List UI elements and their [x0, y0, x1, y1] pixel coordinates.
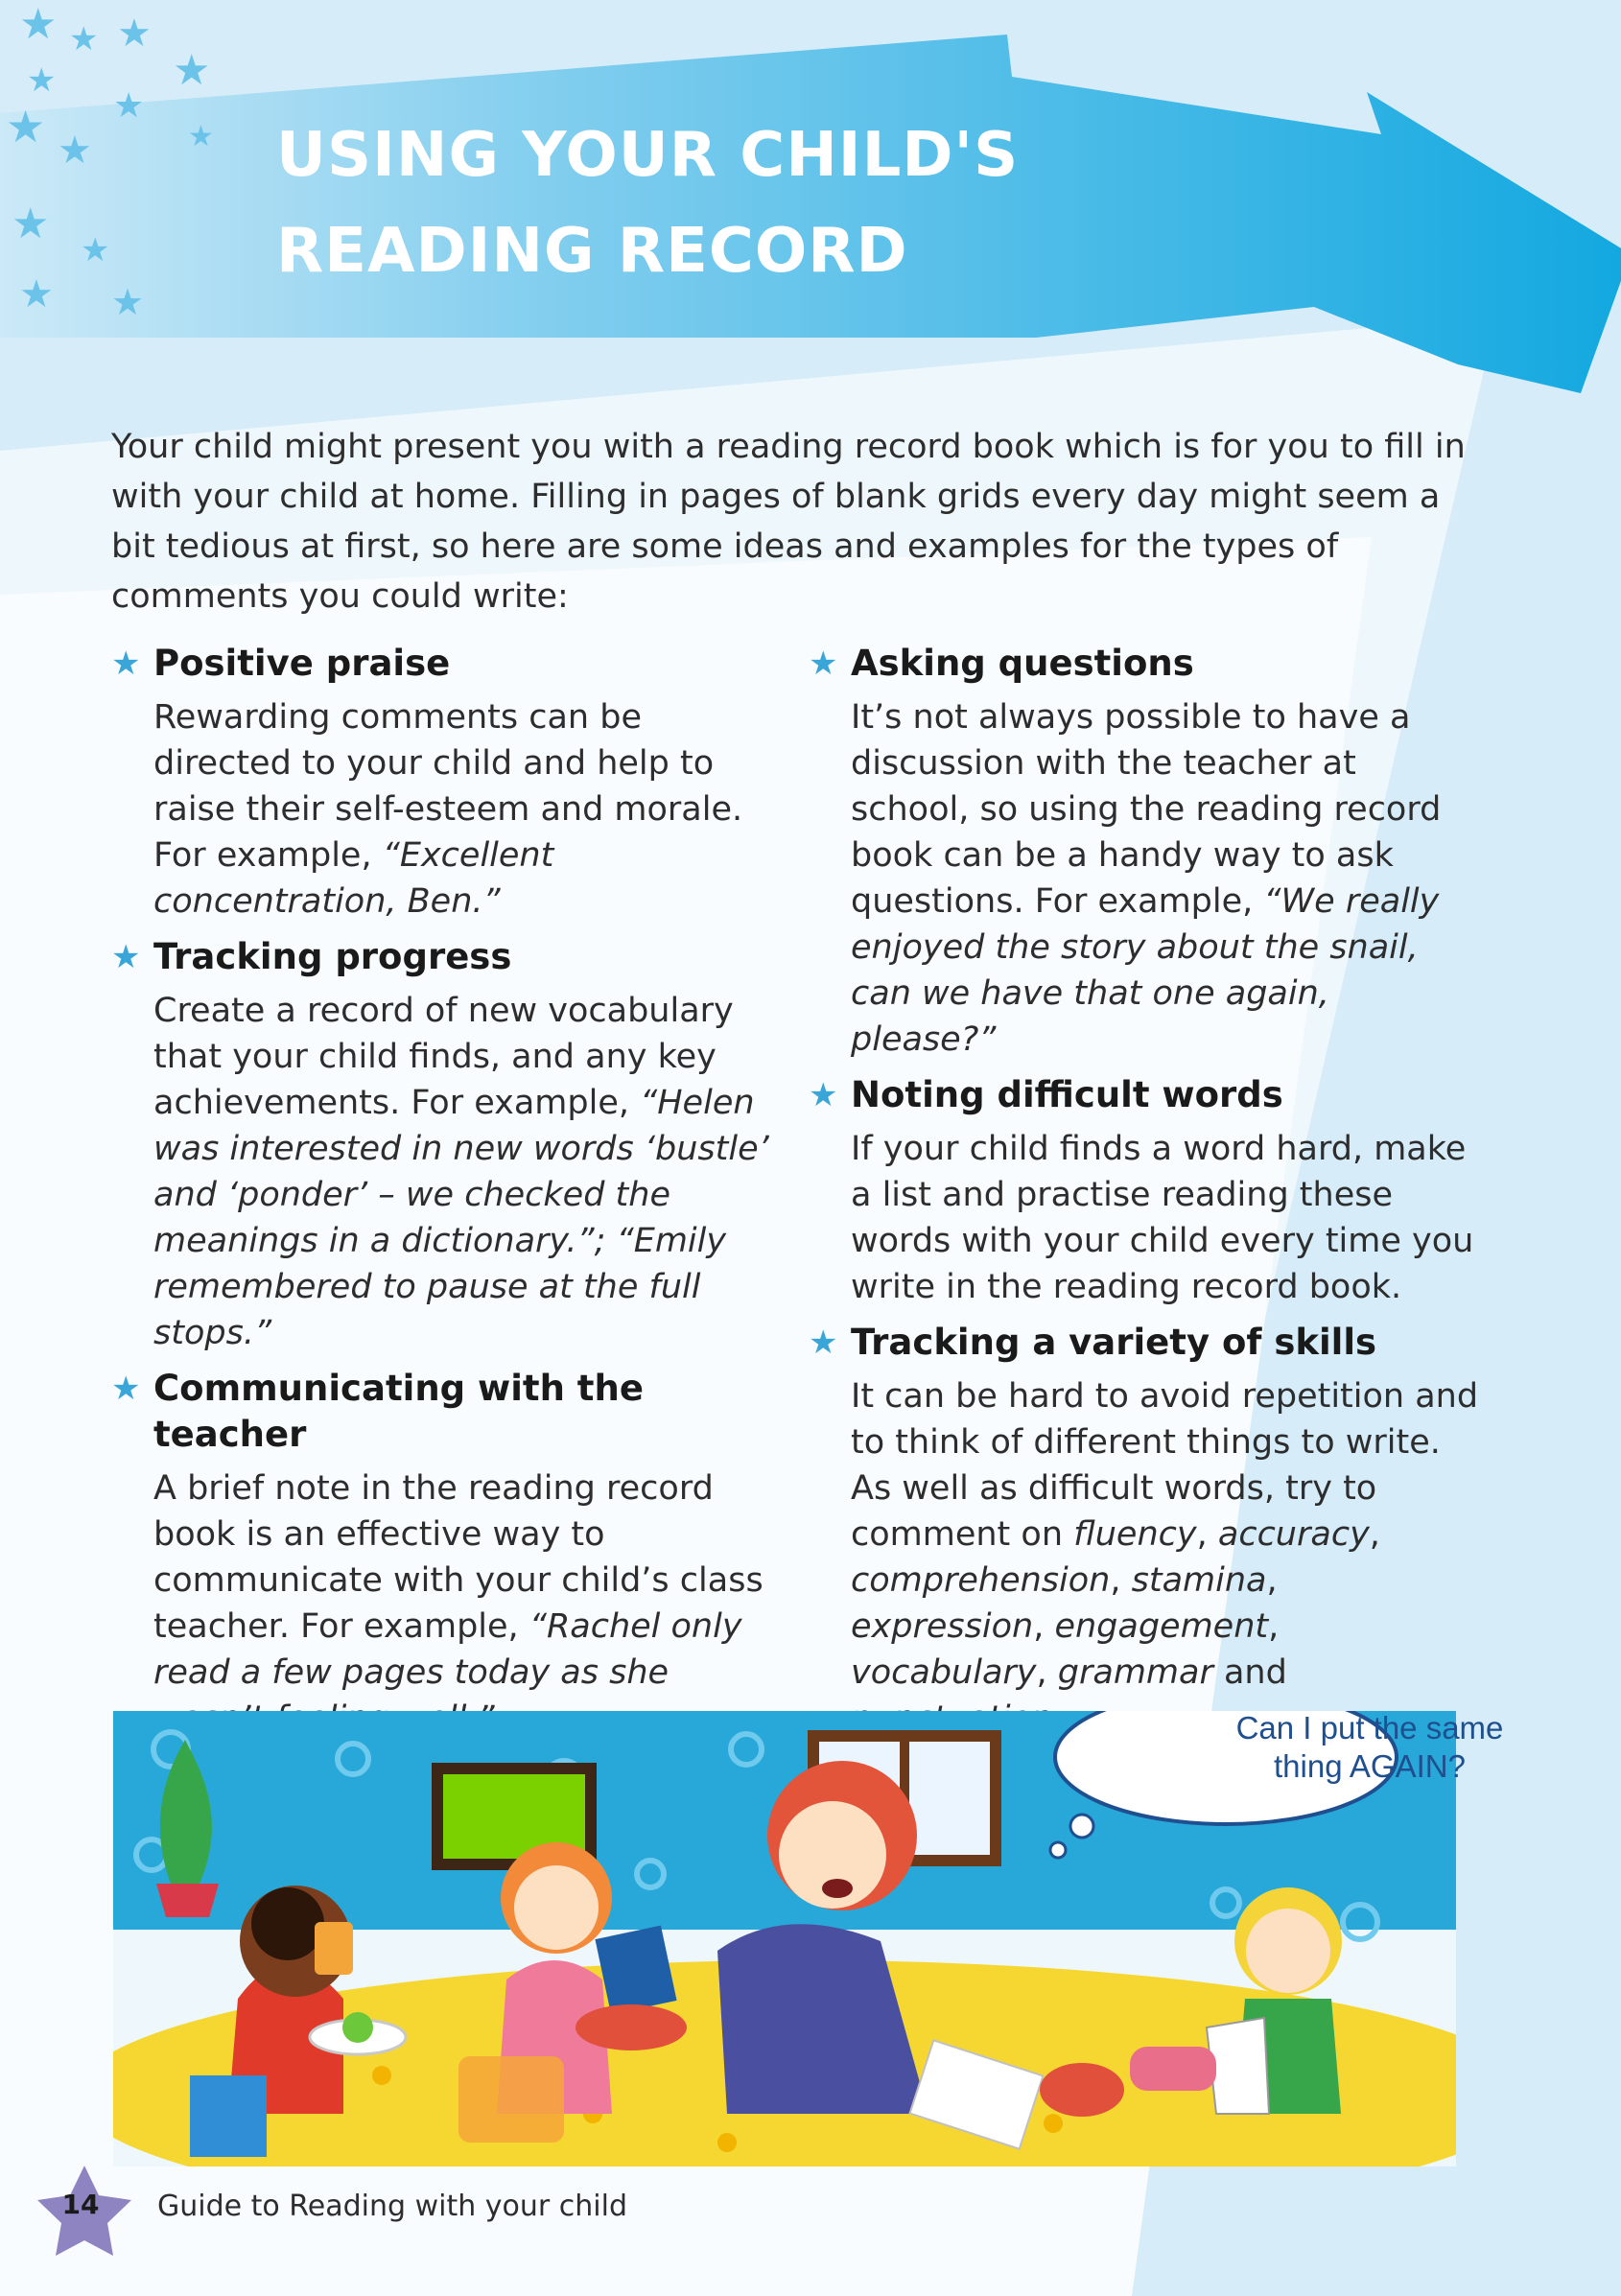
section-heading: Asking questions — [851, 643, 1194, 684]
svg-text:★: ★ — [19, 272, 54, 316]
star-bullet-icon: ★ — [809, 1324, 838, 1362]
section-example: “We really enjoyed the story about the snail, can we have that one again, please?” — [851, 882, 1440, 1059]
section-example: “Excellent concentration, Ben.” — [153, 836, 554, 921]
section-difficult-words — [809, 1072, 1480, 1310]
section-text: If your child finds a word hard, make a list and practise reading these words with your child every time you write in the reading record book. — [851, 1130, 1474, 1306]
skills-separator: , — [1369, 1515, 1380, 1554]
section-variety-of-skills — [809, 1320, 1480, 1742]
skill-term: fluency — [1073, 1515, 1197, 1554]
section-positive-praise — [111, 641, 783, 925]
skill-term: expression — [851, 1607, 1034, 1646]
star-bullet-icon: ★ — [111, 938, 141, 976]
page-number: 14 — [61, 2189, 100, 2220]
skill-term: vocabulary — [851, 1653, 1037, 1692]
skill-term: grammar — [1057, 1653, 1213, 1692]
svg-text:★: ★ — [111, 281, 145, 323]
skill-term: comprehension — [851, 1561, 1111, 1600]
page-title-line-1: USING YOUR CHILD'S — [276, 120, 1020, 191]
section-example: “Helen was interested in new words ‘bustle’ and ‘ponder’ – we checked the meanings in a dictionary.”; “Emily remembered to pause at the full stops.” — [153, 1084, 769, 1352]
section-text: It’s not always possible to have a discussion with the teacher at school, so using the reading record book can be a handy way to ask questions. For example, — [851, 698, 1442, 921]
left-column — [111, 641, 783, 1742]
intro-paragraph: Your child might present you with a reading record book which is for you to fill in with your child at home. Filling in pages of blank grids every day might seem a bit tedious at first, so here are some ideas and examples for the types of comments you could write: — [111, 428, 1466, 616]
section-text: Create a record of new vocabulary that your child finds, and any key achievements. For example, — [153, 992, 734, 1122]
section-tracking-progress — [111, 934, 783, 1356]
star-bullet-icon: ★ — [809, 644, 838, 683]
svg-text:★: ★ — [12, 199, 50, 248]
svg-text:★: ★ — [188, 120, 214, 153]
svg-text:★: ★ — [173, 46, 211, 95]
svg-text:★: ★ — [81, 231, 110, 269]
skills-separator: , — [1268, 1607, 1280, 1646]
star-bullet-icon: ★ — [111, 644, 141, 683]
section-heading: Noting difficult words — [851, 1074, 1283, 1115]
svg-text:★: ★ — [19, 0, 58, 49]
skill-term: stamina — [1131, 1561, 1267, 1600]
skills-separator: , — [1033, 1607, 1055, 1646]
footer-title: Guide to Reading with your child — [157, 2190, 627, 2223]
skills-separator: , — [1036, 1653, 1058, 1692]
skills-separator: and — [1212, 1653, 1287, 1692]
skills-separator: , — [1110, 1561, 1132, 1600]
svg-text:★: ★ — [6, 101, 46, 152]
page-title-line-2: READING RECORD — [276, 216, 908, 287]
svg-text:★: ★ — [27, 61, 57, 100]
svg-text:★: ★ — [58, 129, 92, 173]
section-heading: Communicating with the teacher — [153, 1368, 644, 1455]
svg-text:★: ★ — [113, 86, 145, 126]
right-column — [809, 641, 1480, 1742]
section-communicating — [111, 1366, 783, 1742]
section-example: “Rachel only read a few pages today as she — [153, 1607, 742, 1692]
section-text: A brief note in the reading record book is an effective way to communicate with your child’s class teacher. For example, — [153, 1469, 764, 1646]
skill-term: engagement — [1054, 1607, 1269, 1646]
section-asking-questions — [809, 641, 1480, 1063]
star-bullet-icon: ★ — [111, 1370, 141, 1408]
star-bullet-icon: ★ — [809, 1076, 838, 1114]
skills-separator: , — [1196, 1515, 1218, 1554]
section-heading: Tracking a variety of skills — [851, 1322, 1377, 1363]
skills-separator: , — [1266, 1561, 1278, 1600]
section-text: It can be hard to avoid repetition and to think of different things to write. As well as difficult words, try to comment on — [851, 1377, 1479, 1554]
svg-text:★: ★ — [117, 12, 152, 56]
skill-term: accuracy — [1217, 1515, 1370, 1554]
speech-bubble-text: Can I put the same thing AGAIN? — [1235, 1710, 1504, 1784]
section-heading: Positive praise — [153, 643, 451, 684]
section-text: Rewarding comments can be directed to your child and help to raise their self-esteem and morale. For example, — [153, 698, 743, 875]
section-heading: Tracking progress — [153, 936, 512, 977]
svg-text:★: ★ — [69, 20, 99, 59]
